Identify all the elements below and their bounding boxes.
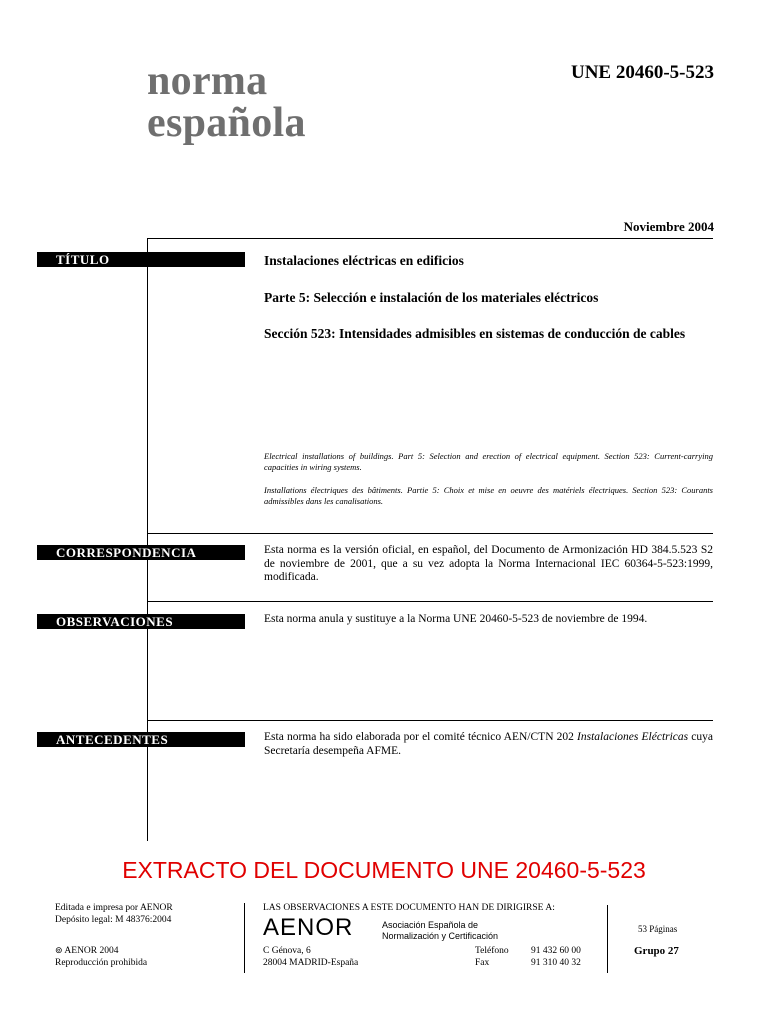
title-es: Instalaciones eléctricas en edificios — [264, 253, 464, 268]
observaciones-label: OBSERVACIONES — [37, 614, 245, 629]
footer-reproduction: Reproducción prohibida — [55, 957, 148, 968]
phone-label: Teléfono — [475, 946, 509, 956]
footer-address — [263, 946, 358, 969]
correspondencia-label: CORRESPONDENCIA — [37, 545, 245, 560]
obs-frame-hline — [147, 601, 713, 602]
brand-line-2: española — [147, 100, 306, 146]
publication-date: Noviembre 2004 — [623, 219, 714, 234]
footer-observations-header: LAS OBSERVACIONES A ESTE DOCUMENTO HAN DE DIRIGIRSE A: — [263, 903, 555, 913]
titulo-label: TÍTULO — [37, 252, 245, 267]
footer-deposit: Depósito legal: M 48376:2004 — [55, 914, 172, 925]
obs-frame-vline — [147, 580, 148, 698]
price-group: Grupo 27 — [634, 945, 679, 957]
title-en: Electrical installations of buildings. Part 5: Selection and erection of electrical equipment. Section 523: Current-carrying capacities in wiring systems. — [264, 451, 713, 472]
extract-banner: EXTRACTO DEL DOCUMENTO UNE 20460-5-523 — [122, 857, 646, 883]
copyright-icon: ⊚ — [55, 946, 63, 956]
footer-edition — [55, 903, 173, 926]
antecedentes-text-before: Esta norma ha sido elaborada por el comité técnico AEN/CTN 202 — [264, 731, 578, 743]
aenor-logo: AENOR — [263, 914, 354, 941]
footer-edited-by: Editada e impresa por AENOR — [55, 903, 173, 913]
title-fr: Installations électriques des bâtiments. Partie 5: Choix et mise en oeuvre des matériels électriques. Section 523: Courants admissibles dans les canalisations. — [264, 485, 713, 506]
footer-copyright — [55, 946, 147, 958]
title-frame-hline — [147, 238, 713, 239]
observaciones-text: Esta norma anula y sustituye a la Norma UNE 20460-5-523 de noviembre de 1994. — [264, 613, 648, 625]
title-section: Sección 523: Intensidades admisibles en sistemas de conducción de cables — [264, 326, 686, 341]
antecedentes-committee: Instalaciones Eléctricas — [577, 731, 689, 743]
footer-divider-left — [244, 903, 245, 973]
brand-line-1: norma — [147, 58, 268, 104]
aenor-name-line-2: Normalización y Certificación — [382, 930, 499, 941]
aenor-fullname — [382, 920, 498, 941]
title-frame-vline — [147, 238, 148, 534]
footer-contact-labels — [475, 946, 509, 969]
title-part: Parte 5: Selección e instalación de los materiales eléctricos — [264, 290, 599, 305]
correspondencia-text: Esta norma es la versión oficial, en español, del Documento de Armonización HD 384.5.523 S2 de noviembre de 2001, que a su vez adopta la Norma Internacional IEC 60364-5-523:1999, modificada. — [264, 544, 713, 583]
phone-number: 91 432 60 00 — [531, 946, 581, 956]
address-line-2: 28004 MADRID-España — [263, 957, 359, 968]
brand-norma-espanola — [147, 60, 306, 144]
corr-frame-hline — [147, 533, 713, 534]
page-count: 53 Páginas — [638, 924, 678, 934]
standard-code: UNE 20460-5-523 — [570, 62, 714, 83]
footer-contact-values — [531, 946, 581, 969]
aenor-name-line-1: Asociación Española de — [382, 920, 479, 930]
address-line-1: C Génova, 6 — [263, 946, 311, 956]
footer-divider-right — [607, 905, 608, 973]
antecedentes-text-after: cuya Secretaría desempeña AFME. — [264, 731, 713, 757]
footer-copyright-text: AENOR 2004 — [64, 946, 119, 956]
fax-number: 91 310 40 32 — [531, 957, 581, 968]
fax-label: Fax — [475, 957, 490, 968]
footer-copyright-block — [55, 946, 147, 969]
ant-frame-hline — [147, 720, 713, 721]
antecedentes-text — [264, 731, 713, 758]
antecedentes-label: ANTECEDENTES — [37, 732, 245, 747]
